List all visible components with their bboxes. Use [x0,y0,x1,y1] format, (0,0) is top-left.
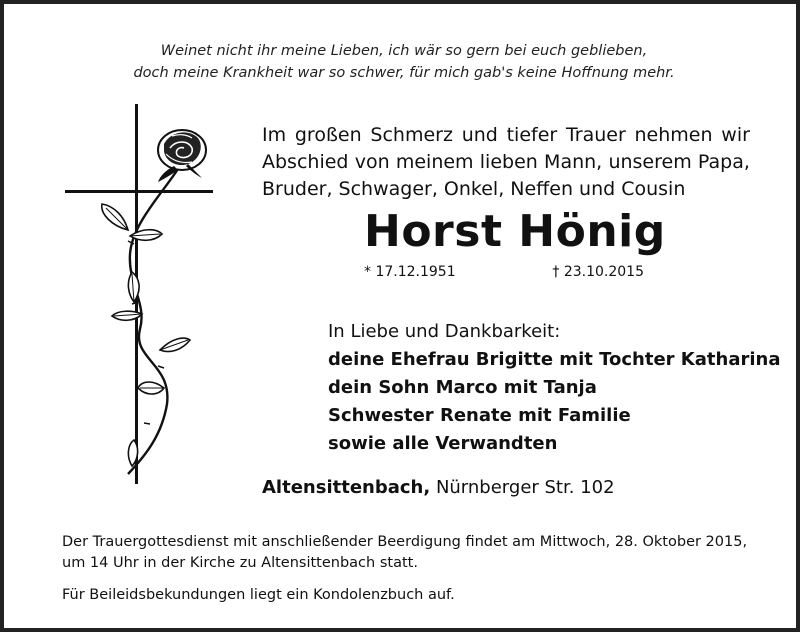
birth-date: * 17.12.1951 [364,264,456,280]
mourners-list [328,318,780,458]
word: lieben [479,151,538,173]
mourner-entry: Schwester Renate mit Familie [328,405,631,426]
mourner-entry: deine Ehefrau Brigitte mit Tochter Katharina [328,349,781,370]
mourner-entry: sowie alle Verwandten [328,433,558,454]
family-address [262,477,615,498]
word: Trauer [565,124,626,146]
announcement-line-2 [262,149,750,176]
address-street: Nürnberger Str. 102 [435,477,615,498]
word: Papa, [697,151,750,173]
word: großen [294,124,362,146]
death-date: † 23.10.2015 [552,264,644,280]
word: Schmerz [370,124,453,146]
deceased-name: Horst Hönig [364,206,666,257]
condolence-book-note: Für Beileidsbekundungen liegt ein Kondolenzbuch auf. [62,587,455,603]
announcement-text [262,122,750,203]
mourners-heading: In Liebe und Dankbarkeit: [328,321,561,342]
word: Abschied [262,151,349,173]
cross-with-rose-icon [62,104,217,488]
service-line-1: Der Trauergottesdienst mit anschließender Beerdigung findet am Mittwoch, 28. Oktober 2015, [62,534,748,550]
word: unserem [608,151,692,173]
mourner-entry: dein Sohn Marco mit Tanja [328,377,597,398]
word: nehmen [634,124,713,146]
funeral-service-info [62,532,752,574]
service-line-2: um 14 Uhr in der Kirche zu Altensittenbach statt. [62,555,418,571]
word: und [461,124,498,146]
life-dates [364,264,644,280]
word: Mann, [544,151,603,173]
word: wir [721,124,750,146]
word: Im [262,124,287,146]
address-town: Altensittenbach, [262,477,431,498]
memorial-verse [4,40,800,84]
announcement-line-3: Bruder, Schwager, Onkel, Neffen und Cousin [262,178,686,200]
word: tiefer [506,124,558,146]
verse-line-2: doch meine Krankheit war so schwer, für mich gab's keine Hoffnung mehr. [133,65,675,81]
announcement-line-1 [262,122,750,149]
word: meinem [395,151,474,173]
verse-line-1: Weinet nicht ihr meine Lieben, ich wär so gern bei euch geblieben, [160,43,648,59]
word: von [354,151,390,173]
